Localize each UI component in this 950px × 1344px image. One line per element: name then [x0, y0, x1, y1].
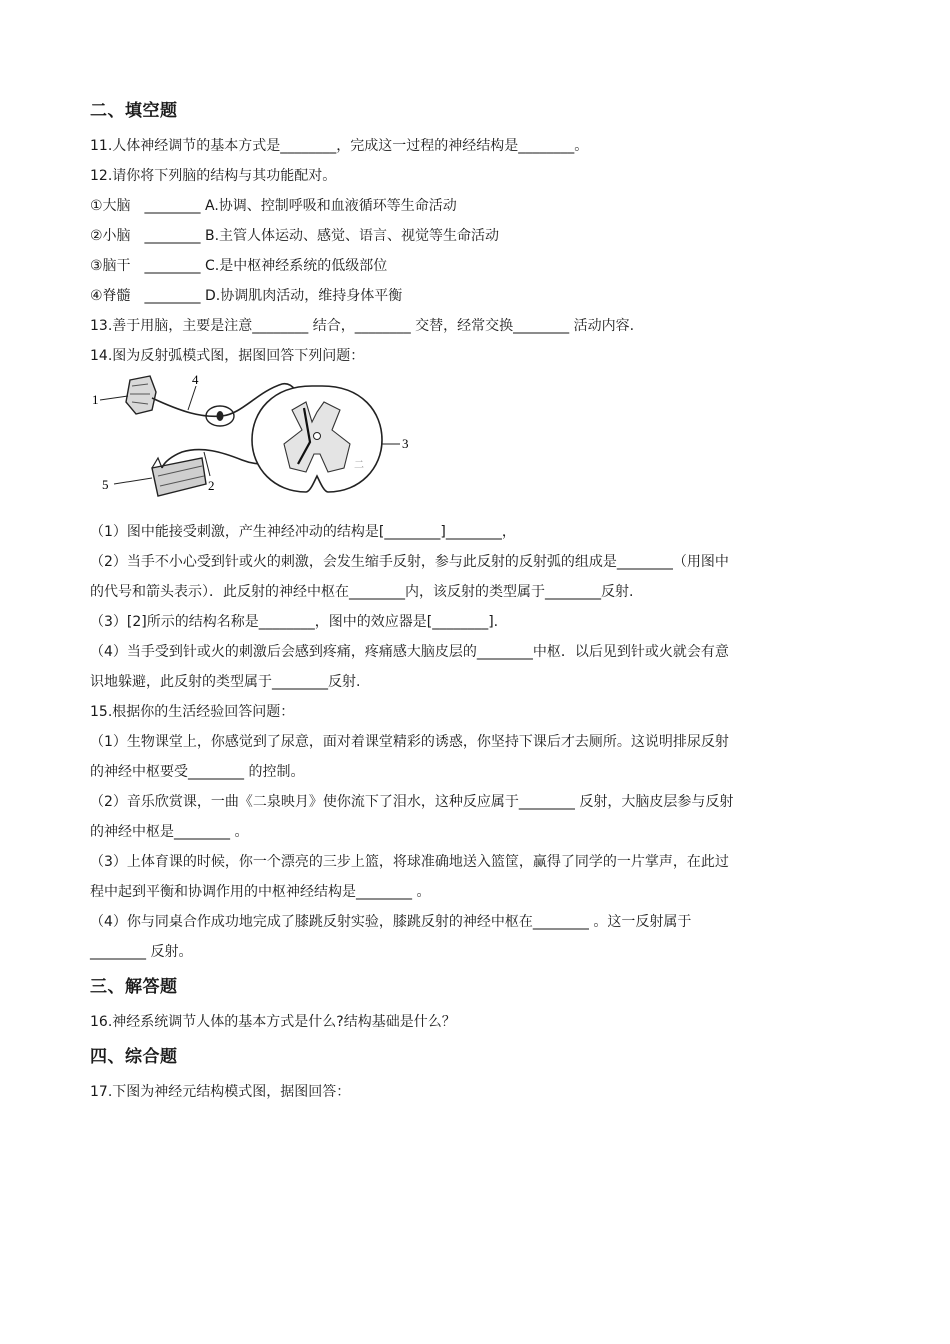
- question-15-part-1-cont: 的神经中枢要受________ 的控制。: [90, 764, 305, 780]
- question-14-part-4: （4）当手受到针或火的刺激后会感到疼痛，疼痛感大脑皮层的________中枢．以后见到针或火就会有意: [90, 644, 729, 660]
- question-15-part-2-cont: 的神经中枢是________ 。: [90, 824, 249, 840]
- question-15-part-3: （3）上体育课的时候，你一个漂亮的三步上篮，将球准确地送入篮筐，赢得了同学的一片掌声，在此过: [90, 854, 729, 870]
- figure-label-3: 3: [402, 436, 409, 451]
- figure-label-1: 1: [92, 392, 99, 407]
- receptor-shape: [126, 376, 156, 414]
- question-12-row: ②小脑 ________ B.主管人体运动、感觉、语言、视觉等生命活动: [90, 228, 500, 244]
- question-14-part-2-cont: 的代号和箭头表示）．此反射的神经中枢在________内，该反射的类型属于________反射.: [90, 584, 634, 600]
- question-17: 17.下图为神经元结构模式图，据图回答：: [90, 1084, 351, 1100]
- figure-label-4: 4: [192, 372, 199, 387]
- question-15-part-3-cont: 程中起到平衡和协调作用的中枢神经结构是________ 。: [90, 884, 431, 900]
- question-14-part-3: （3）[2]所示的结构名称是________，图中的效应器是[________].: [90, 614, 499, 630]
- question-14-part-2: （2）当手不小心受到针或火的刺激，会发生缩手反射，参与此反射的反射弧的组成是________（用图中: [90, 554, 729, 570]
- question-12-row: ③脑干 ________ C.是中枢神经系统的低级部位: [90, 258, 388, 274]
- spinal-cord-shape: [252, 386, 382, 492]
- question-11: 11.人体神经调节的基本方式是________，完成这一过程的神经结构是________。: [90, 138, 589, 154]
- figure-label-5: 5: [102, 477, 109, 492]
- figure-label-2: 2: [208, 478, 215, 493]
- effector-shape: [152, 458, 206, 496]
- question-12-row: ①大脑 ________ A.协调、控制呼吸和血液循环等生命活动: [90, 198, 457, 214]
- question-12-row: ④脊髓 ________ D.协调肌肉活动，维持身体平衡: [90, 288, 403, 304]
- question-16: 16.神经系统调节人体的基本方式是什么?结构基础是什么？: [90, 1014, 456, 1030]
- section-heading-answer: 三、解答题: [90, 977, 178, 997]
- question-14-stem: 14.图为反射弧模式图，据图回答下列问题：: [90, 348, 365, 364]
- question-12-stem: 12.请你将下列脑的结构与其功能配对。: [90, 168, 337, 184]
- question-15-part-4: （4）你与同桌合作成功地完成了膝跳反射实验，膝跳反射的神经中枢在________ 。这一反射属于: [90, 914, 692, 930]
- question-14-part-1: （1）图中能接受刺激，产生神经冲动的结构是[________]________，: [90, 524, 516, 540]
- question-15-part-4-cont: ________ 反射。: [90, 944, 193, 960]
- question-13: 13.善于用脑，主要是注意________ 结合，________ 交替，经常交换________ 活动内容.: [90, 318, 635, 334]
- question-15-part-1: （1）生物课堂上，你感觉到了尿意，面对着课堂精彩的诱惑，你坚持下课后才去厕所。这说明排尿反射: [90, 734, 729, 750]
- question-14-part-4-cont: 识地躲避，此反射的类型属于________反射.: [90, 674, 361, 690]
- figure-label-er: 二: [354, 460, 364, 471]
- section-heading-comprehensive: 四、综合题: [90, 1047, 178, 1067]
- question-15-part-2: （2）音乐欣赏课，一曲《二泉映月》使你流下了泪水，这种反应属于________ 反射，大脑皮层参与反射: [90, 794, 734, 810]
- question-15-stem: 15.根据你的生活经验回答问题：: [90, 704, 295, 720]
- section-heading-fill-in: 二、填空题: [90, 101, 178, 121]
- reflex-arc-figure: [92, 372, 422, 502]
